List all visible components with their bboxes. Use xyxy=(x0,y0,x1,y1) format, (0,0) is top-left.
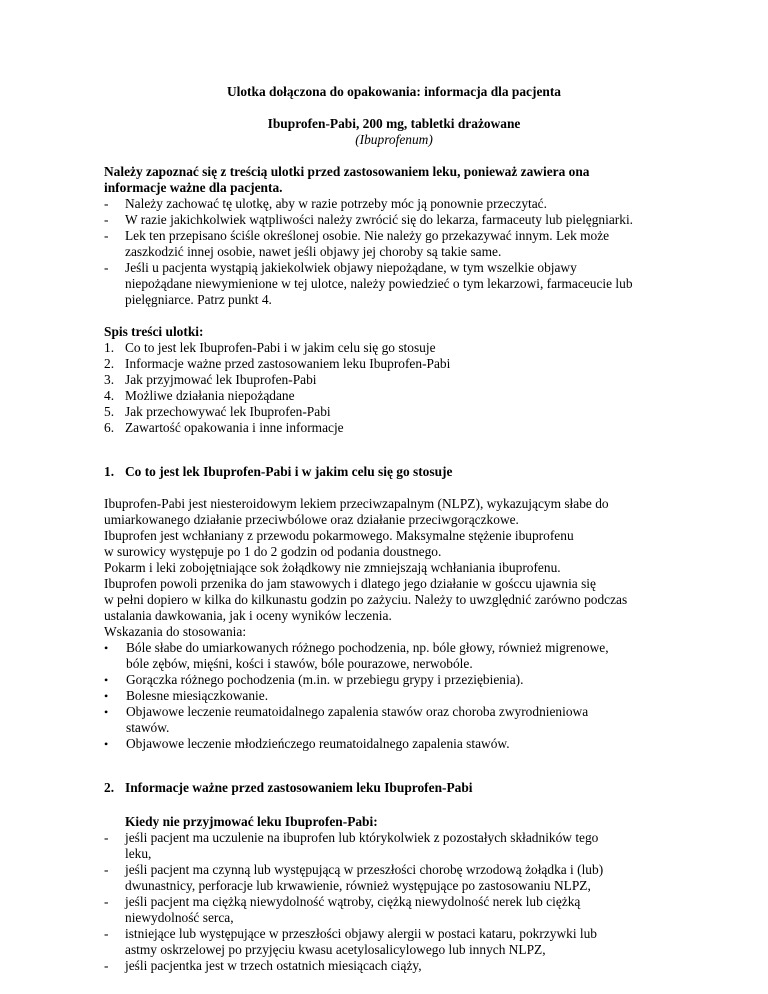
indication-item-line: Bóle słabe do umiarkowanych różnego pochodzenia, np. bóle głowy, również migrenowe, xyxy=(126,640,609,655)
warning-item-marker: - xyxy=(104,228,109,243)
warning-list xyxy=(104,196,684,308)
section1-paragraph xyxy=(104,496,684,640)
warning-item-line: Lek ten przepisano ściśle określonej osobie. Nie należy go przekazywać innym. Lek może xyxy=(125,228,610,243)
section1-number: 1. xyxy=(104,464,115,479)
indication-item-text xyxy=(126,672,684,688)
paragraph-line: w pełni dopiero w kilka do kilkunastu godzin po zażyciu. Należy to uwzględnić zarówno podczas xyxy=(104,592,628,607)
indication-item-line: Objawowe leczenie reumatoidalnego zapalenia stawów oraz choroba zwyrodnieniowa xyxy=(126,704,589,719)
warning-item-line: niepożądane niewymienione w tej ulotce, należy powiedzieć o tym lekarzowi, farmaceucie lub xyxy=(125,276,633,291)
contraindication-item-line: jeśli pacjent ma czynną lub występującą w przeszłości chorobę wrzodową żołądka i (lub) xyxy=(125,862,604,877)
contraindication-item-line: dwunastnicy, perforacje lub krwawienie, również występujące po zastosowaniu NLPZ, xyxy=(125,878,591,893)
contraindication-item-line: jeśli pacjent ma uczulenie na ibuprofen lub którykolwiek z pozostałych składników tego xyxy=(125,830,599,845)
indication-item xyxy=(104,672,684,688)
contraindication-item-line: astmy oskrzelowej po przyjęciu kwasu acetylosalicylowego lub innych NLPZ, xyxy=(125,942,546,957)
toc-item-text: Zawartość opakowania i inne informacje xyxy=(125,420,344,435)
toc-item-marker: 1. xyxy=(104,340,115,355)
indication-item-line: stawów. xyxy=(126,720,170,735)
indication-item-marker: • xyxy=(104,705,109,719)
leaflet-page xyxy=(104,84,684,974)
contraindication-item-marker: - xyxy=(104,894,109,909)
indication-item-line: Bolesne miesiączkowanie. xyxy=(126,688,269,703)
warning-item-text xyxy=(125,260,684,308)
section2-heading xyxy=(104,780,684,796)
warning-item-text xyxy=(125,196,684,212)
leaflet-title: Ulotka dołączona do opakowania: informacja dla pacjenta xyxy=(226,84,562,99)
paragraph-line: Ibuprofen powoli przenika do jam stawowych i dlatego jego działanie w gośccu ujawnia się xyxy=(104,576,596,591)
indication-item xyxy=(104,704,684,736)
toc-item-text: Możliwe działania niepożądane xyxy=(125,388,295,403)
indication-item xyxy=(104,736,684,752)
warning-item xyxy=(104,212,684,228)
indication-item-line: Objawowe leczenie młodzieńczego reumatoidalnego zapalenia stawów. xyxy=(126,736,510,751)
toc-item xyxy=(104,404,684,420)
contraindication-item-marker: - xyxy=(104,830,109,845)
indication-item-marker: • xyxy=(104,641,109,655)
indication-item-marker: • xyxy=(104,673,109,687)
product-inn: (Ibuprofenum) xyxy=(355,132,433,147)
contraindication-item-line: jeśli pacjent ma ciężką niewydolność wątroby, ciężką niewydolność nerek lub ciężką xyxy=(125,894,581,909)
section2-title: Informacje ważne przed zastosowaniem leku Ibuprofen-Pabi xyxy=(125,780,473,795)
contraindication-item xyxy=(104,958,684,974)
warning-item-line: W razie jakichkolwiek wątpliwości należy zwrócić się do lekarza, farmaceuty lub pielęgniarki. xyxy=(125,212,634,227)
contraindication-item xyxy=(104,830,684,862)
toc-item xyxy=(104,372,684,388)
warning-item-marker: - xyxy=(104,196,109,211)
contraindication-item-text xyxy=(125,958,684,974)
toc-item xyxy=(104,340,684,356)
warning-item-line: pielęgniarce. Patrz punkt 4. xyxy=(125,292,272,307)
contraindication-item xyxy=(104,894,684,926)
contraindication-item-marker: - xyxy=(104,958,109,973)
contraindication-item xyxy=(104,926,684,958)
contraindications-list xyxy=(104,830,684,974)
indication-item-text xyxy=(126,688,684,704)
warning-item-text xyxy=(125,212,684,228)
indications-list xyxy=(104,640,684,752)
section2-number: 2. xyxy=(104,780,115,795)
indication-item-text xyxy=(126,704,684,736)
warning-item-marker: - xyxy=(104,212,109,227)
toc-item-text: Co to jest lek Ibuprofen-Pabi i w jakim celu się go stosuje xyxy=(125,340,436,355)
warning-item xyxy=(104,260,684,308)
toc-item-text: Jak przyjmować lek Ibuprofen-Pabi xyxy=(125,372,317,387)
warning-item-line: Jeśli u pacjenta wystąpią jakiekolwiek objawy niepożądane, w tym wszelkie objawy xyxy=(125,260,577,275)
paragraph-line: Wskazania do stosowania: xyxy=(104,624,247,639)
toc-item-marker: 4. xyxy=(104,388,115,403)
warning-item-line: zaszkodzić innej osobie, nawet jeśli objawy jej choroby są takie same. xyxy=(125,244,502,259)
toc-item xyxy=(104,420,684,436)
warning-heading-cont: informacje ważne dla pacjenta. xyxy=(104,180,283,195)
paragraph-line: Pokarm i leki zobojętniające sok żołądkowy nie zmniejszają wchłaniania ibuprofenu. xyxy=(104,560,561,575)
paragraph-line: ustalania dawkowania, jak i oceny wyników leczenia. xyxy=(104,608,392,623)
toc-item-marker: 5. xyxy=(104,404,115,419)
contraindication-item-text xyxy=(125,830,684,862)
toc-item-marker: 2. xyxy=(104,356,115,371)
warning-item xyxy=(104,196,684,212)
toc-item xyxy=(104,388,684,404)
warning-heading: Należy zapoznać się z treścią ulotki przed zastosowaniem leku, ponieważ zawiera ona xyxy=(104,164,590,179)
contraindication-item-line: leku, xyxy=(125,846,152,861)
section1-title: Co to jest lek Ibuprofen-Pabi i w jakim celu się go stosuje xyxy=(125,464,453,479)
warning-item-marker: - xyxy=(104,260,109,275)
contraindication-item-text xyxy=(125,894,684,926)
toc-heading: Spis treści ulotki: xyxy=(104,324,204,339)
contraindication-item-text xyxy=(125,926,684,958)
product-name: Ibuprofen-Pabi, 200 mg, tabletki drażowane xyxy=(267,116,521,131)
indication-item-line: Gorączka różnego pochodzenia (m.in. w przebiegu grypy i przeziębienia). xyxy=(126,672,524,687)
toc-item-marker: 3. xyxy=(104,372,115,387)
paragraph-line: Ibuprofen jest wchłaniany z przewodu pokarmowego. Maksymalne stężenie ibuprofenu xyxy=(104,528,574,543)
indication-item-text xyxy=(126,736,684,752)
toc-item-text: Jak przechowywać lek Ibuprofen-Pabi xyxy=(125,404,331,419)
toc-item-marker: 6. xyxy=(104,420,115,435)
contraindication-item xyxy=(104,862,684,894)
contraindication-item-line: istniejące lub występujące w przeszłości objawy alergii w postaci kataru, pokrzywki lub xyxy=(125,926,598,941)
contraindication-item-line: niewydolność serca, xyxy=(125,910,234,925)
warning-item xyxy=(104,228,684,260)
warning-item-text xyxy=(125,228,684,260)
toc-item-text: Informacje ważne przed zastosowaniem leku Ibuprofen-Pabi xyxy=(125,356,451,371)
toc-list xyxy=(104,340,684,436)
contraindication-item-marker: - xyxy=(104,862,109,877)
paragraph-line: umiarkowanego działanie przeciwbólowe oraz działanie przeciwgorączkowe. xyxy=(104,512,519,527)
indication-item-marker: • xyxy=(104,689,109,703)
indication-item-text xyxy=(126,640,684,672)
contraindications-heading: Kiedy nie przyjmować leku Ibuprofen-Pabi: xyxy=(125,814,378,829)
contraindication-item-line: jeśli pacjentka jest w trzech ostatnich miesiącach ciąży, xyxy=(125,958,422,973)
section1-heading xyxy=(104,464,684,480)
warning-item-line: Należy zachować tę ulotkę, aby w razie potrzeby móc ją ponownie przeczytać. xyxy=(125,196,547,211)
indication-item xyxy=(104,640,684,672)
contraindication-item-marker: - xyxy=(104,926,109,941)
indication-item-line: bóle zębów, mięśni, kości i stawów, bóle pourazowe, nerwobóle. xyxy=(126,656,473,671)
contraindication-item-text xyxy=(125,862,684,894)
toc-item xyxy=(104,356,684,372)
indication-item xyxy=(104,688,684,704)
paragraph-line: Ibuprofen-Pabi jest niesteroidowym lekiem przeciwzapalnym (NLPZ), wykazującym słabe do xyxy=(104,496,609,511)
paragraph-line: w surowicy występuje po 1 do 2 godzin od podania doustnego. xyxy=(104,544,442,559)
indication-item-marker: • xyxy=(104,737,109,751)
